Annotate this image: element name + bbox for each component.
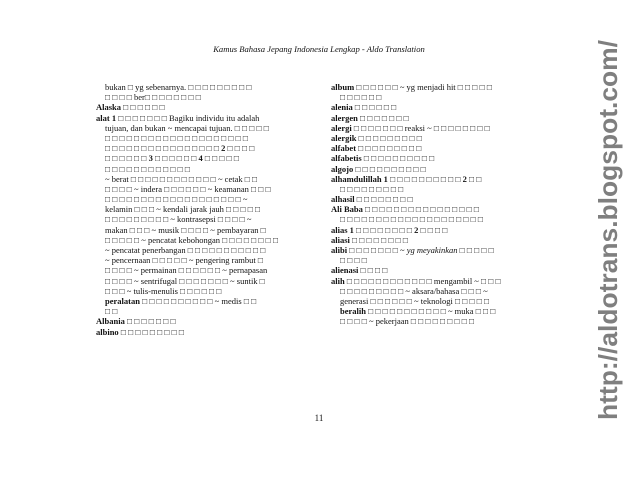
entry-headword: alenia (331, 102, 353, 113)
entry-line (96, 153, 334, 163)
entry-text: □ □ □ □ ber□ □ □ □ □ □ □ □ (105, 92, 201, 103)
entry-text: □ □ □ □ □ □ (340, 92, 382, 103)
entry-line (96, 327, 334, 337)
blog-url-watermark (590, 36, 626, 422)
entry-line (96, 306, 334, 316)
entry-text: □ □ □ ~ tulis-menulis □ □ □ □ □ □ (105, 285, 222, 296)
entry-headword: 2 (414, 224, 419, 235)
entry-line (96, 133, 334, 143)
entry-line (96, 184, 334, 194)
entry-text: yg meyakinkan (406, 245, 458, 255)
entry-line (331, 214, 569, 224)
entry-headword: albino (96, 326, 119, 337)
entry-text: □ □ □ □ □ □ □ □ □ □ □ □ □ □ □ □ □ □ □ ~ (105, 194, 248, 205)
entry-text: □ □ □ □ □ □ (105, 153, 149, 164)
entry-line (331, 255, 569, 265)
entry-headword: Albania (96, 316, 125, 327)
entry-text: □ □ □ □ □ (457, 245, 494, 255)
entry-headword: alat 1 (96, 112, 117, 123)
entry-text: □ □ □ □ ~ pekerjaan □ □ □ □ □ □ □ □ □ (340, 316, 475, 327)
entry-line (331, 113, 569, 123)
entry-headword: 3 (148, 153, 153, 164)
entry-line (331, 82, 569, 92)
entry-text: □ □ □ □ (225, 143, 255, 154)
entry-line (96, 92, 334, 102)
entry-headword: alih (331, 275, 345, 286)
entry-headword: Alaska (96, 102, 122, 113)
entry-line (331, 123, 569, 133)
entry-text: □ □ □ □ □ □ □ □ □ □ □ □ mengambil ~ □ □ □ (344, 275, 501, 286)
entry-line (96, 123, 334, 133)
entry-line (331, 245, 569, 255)
entry-line (96, 276, 334, 286)
entry-text: □ □ □ □ □ □ (121, 102, 165, 113)
entry-text: bukan □ yg sebenarnya. □ □ □ □ □ □ □ □ □ (105, 82, 252, 92)
entry-text: □ □ □ □ ~ indera □ □ □ □ □ □ ~ keamanan □ □ □ (105, 183, 271, 194)
entry-line (331, 184, 569, 194)
entry-headword: alergi (331, 122, 352, 133)
dictionary-column-left (96, 82, 334, 337)
entry-text: tujuan, dan bukan ~ mencapai tujuan. □ □ □ □ □ (105, 122, 269, 133)
entry-headword: alergik (331, 132, 357, 143)
entry-text: □ □ □ □ □ □ □ □ □ □ □ ~ muka □ □ □ (365, 306, 496, 317)
entry-text: kelamin □ □ □ ~ kendali jarak jauh □ □ □ □ □ (105, 204, 261, 215)
entry-text: ~ pencernaan □ □ □ □ □ ~ pengering rambut □ (105, 255, 264, 266)
entry-headword: 2 (221, 143, 226, 154)
entry-text: □ □ □ □ □ □ □ ~ (347, 245, 407, 255)
entry-line (96, 235, 334, 245)
entry-line (331, 174, 569, 184)
entry-headword: Ali Baba (331, 204, 363, 215)
entry-line (331, 133, 569, 143)
entry-line (96, 174, 334, 184)
entry-headword: peralatan (105, 295, 140, 306)
entry-line (96, 214, 334, 224)
entry-line (96, 225, 334, 235)
entry-text: □ □ □ □ □ □ □ □ □ □ □ □ □ □ □ □ (105, 143, 222, 154)
entry-headword: 2 (462, 173, 467, 184)
entry-line (331, 225, 569, 235)
entry-text: □ □ (466, 173, 482, 184)
entry-text: □ □ □ □ □ □ □ □ (349, 234, 408, 245)
entry-line (331, 296, 569, 306)
entry-text: □ □ □ □ □ □ (152, 153, 199, 164)
entry-text: □ □ □ □ □ □ □ □ □ (356, 143, 422, 154)
entry-text: □ □ □ □ (418, 224, 448, 235)
entry-text: □ □ (105, 306, 118, 317)
entry-headword: alergen (331, 112, 358, 123)
entry-text: □ □ □ □ ~ sentrifugal □ □ □ □ □ □ □ ~ suntik □ (105, 275, 265, 286)
entry-line (96, 194, 334, 204)
entry-headword: alibi (331, 245, 348, 255)
entry-text: □ □ □ □ □ □ □ □ □ ~ kontrasepsi □ □ □ □ ~ (105, 214, 252, 225)
entry-line (331, 235, 569, 245)
entry-text: □ □ □ □ □ □ □ □ □ □ ~ medis □ □ (139, 295, 257, 306)
entry-headword: alfabetis (331, 153, 362, 164)
watermark-text: http://aldotrans.blogspot.com/ (593, 45, 623, 420)
entry-text: □ □ □ □ □ □ □ Bagiku individu itu adalah (116, 112, 260, 123)
entry-line (96, 82, 334, 92)
entry-text: ~ pencatat penerbangan □ □ □ □ □ □ □ □ □ □ □ (105, 245, 266, 255)
entry-line (96, 265, 334, 275)
entry-headword: 4 (198, 153, 203, 164)
entry-text: ~ berat □ □ □ □ □ □ □ □ □ □ □ □ ~ cetak □ □ (105, 173, 258, 184)
entry-text: □ □ □ □ □ □ □ (124, 316, 176, 327)
entry-text: □ □ □ □ □ □ □ reaksi ~ □ □ □ □ □ □ □ □ (351, 122, 490, 133)
entry-text: □ □ □ □ □ ~ pencatat kebohongan □ □ □ □ □ □ □ □ (105, 234, 279, 245)
entry-line (331, 92, 569, 102)
entry-text: □ □ □ □ □ □ □ □ □ □ □ □ (105, 163, 190, 174)
entry-text: □ □ □ □ □ □ □ □ □ □ (353, 163, 426, 174)
entry-line (331, 286, 569, 296)
entry-text: □ □ □ □ □ □ ~ yg menjadi hit □ □ □ □ □ (354, 82, 492, 92)
entry-text: □ □ □ □ □ □ □ □ □ □ □ □ □ □ □ □ □ □ □ □ (340, 214, 484, 225)
entry-text: □ □ □ □ □ □ □ □ □ □ □ □ □ □ □ □ (362, 204, 480, 215)
entry-line (96, 113, 334, 123)
entry-line (331, 204, 569, 214)
entry-text: □ □ □ □ □ □ □ □ □ □ (387, 173, 463, 184)
entry-line (96, 245, 334, 255)
entry-headword: alias 1 (331, 224, 354, 235)
entry-line (331, 143, 569, 153)
entry-text: makan □ □ □ ~ musik □ □ □ □ ~ pembayaran □ (105, 224, 266, 235)
entry-headword: aliasi (331, 234, 350, 245)
entry-text: □ □ □ □ □ (202, 153, 240, 164)
entry-line (331, 316, 569, 326)
entry-line (331, 153, 569, 163)
entry-text: □ □ □ □ □ □ □ □ □ □ (361, 153, 435, 164)
entry-headword: alhamdulillah 1 (331, 173, 388, 184)
entry-text: □ □ □ □ (340, 255, 367, 266)
entry-line (331, 265, 569, 275)
entry-line (331, 306, 569, 316)
entry-text: generasi □ □ □ □ □ □ ~ teknologi □ □ □ □ □ (340, 295, 490, 306)
entry-text: □ □ □ □ □ □ □ □ □ (340, 183, 404, 194)
entry-line (96, 316, 334, 326)
entry-headword: beralih (340, 306, 366, 317)
entry-line (96, 102, 334, 112)
entry-line (96, 164, 334, 174)
entry-line (96, 143, 334, 153)
entry-text: □ □ □ □ □ □ □ □ □ (356, 132, 422, 143)
entry-text: □ □ □ □ □ □ (352, 102, 397, 113)
entry-text: □ □ □ □ ~ permainan □ □ □ □ □ □ ~ pernapasan (105, 265, 268, 276)
entry-headword: alfabet (331, 143, 357, 154)
entry-line (96, 255, 334, 265)
page-header-title: Kamus Bahasa Jepang Indonesia Lengkap - Aldo Translation (213, 44, 425, 54)
entry-text: □ □ □ □ □ □ □ □ □ ~ aksara/bahasa □ □ □ ~ (340, 285, 488, 296)
entry-text: □ □ □ □ □ □ □ □ □ □ □ □ □ □ □ □ □ □ □ □ (105, 132, 249, 143)
entry-text: □ □ □ □ □ □ □ □ (354, 194, 413, 205)
entry-line (96, 204, 334, 214)
entry-headword: album (331, 82, 355, 92)
entry-text: □ □ □ □ □ □ □ (357, 112, 409, 123)
entry-headword: alienasi (331, 265, 359, 276)
entry-text: □ □ □ □ (358, 265, 388, 276)
entry-text: □ □ □ □ □ □ □ □ (353, 224, 415, 235)
entry-line (96, 296, 334, 306)
entry-line (331, 102, 569, 112)
entry-line (331, 164, 569, 174)
entry-headword: algojo (331, 163, 354, 174)
entry-line (331, 194, 569, 204)
entry-line (331, 276, 569, 286)
page-number: 11 (314, 413, 324, 423)
entry-text: □ □ □ □ □ □ □ □ □ (118, 326, 185, 337)
entry-line (96, 286, 334, 296)
entry-headword: alhasil (331, 194, 355, 205)
dictionary-column-right (331, 82, 569, 327)
